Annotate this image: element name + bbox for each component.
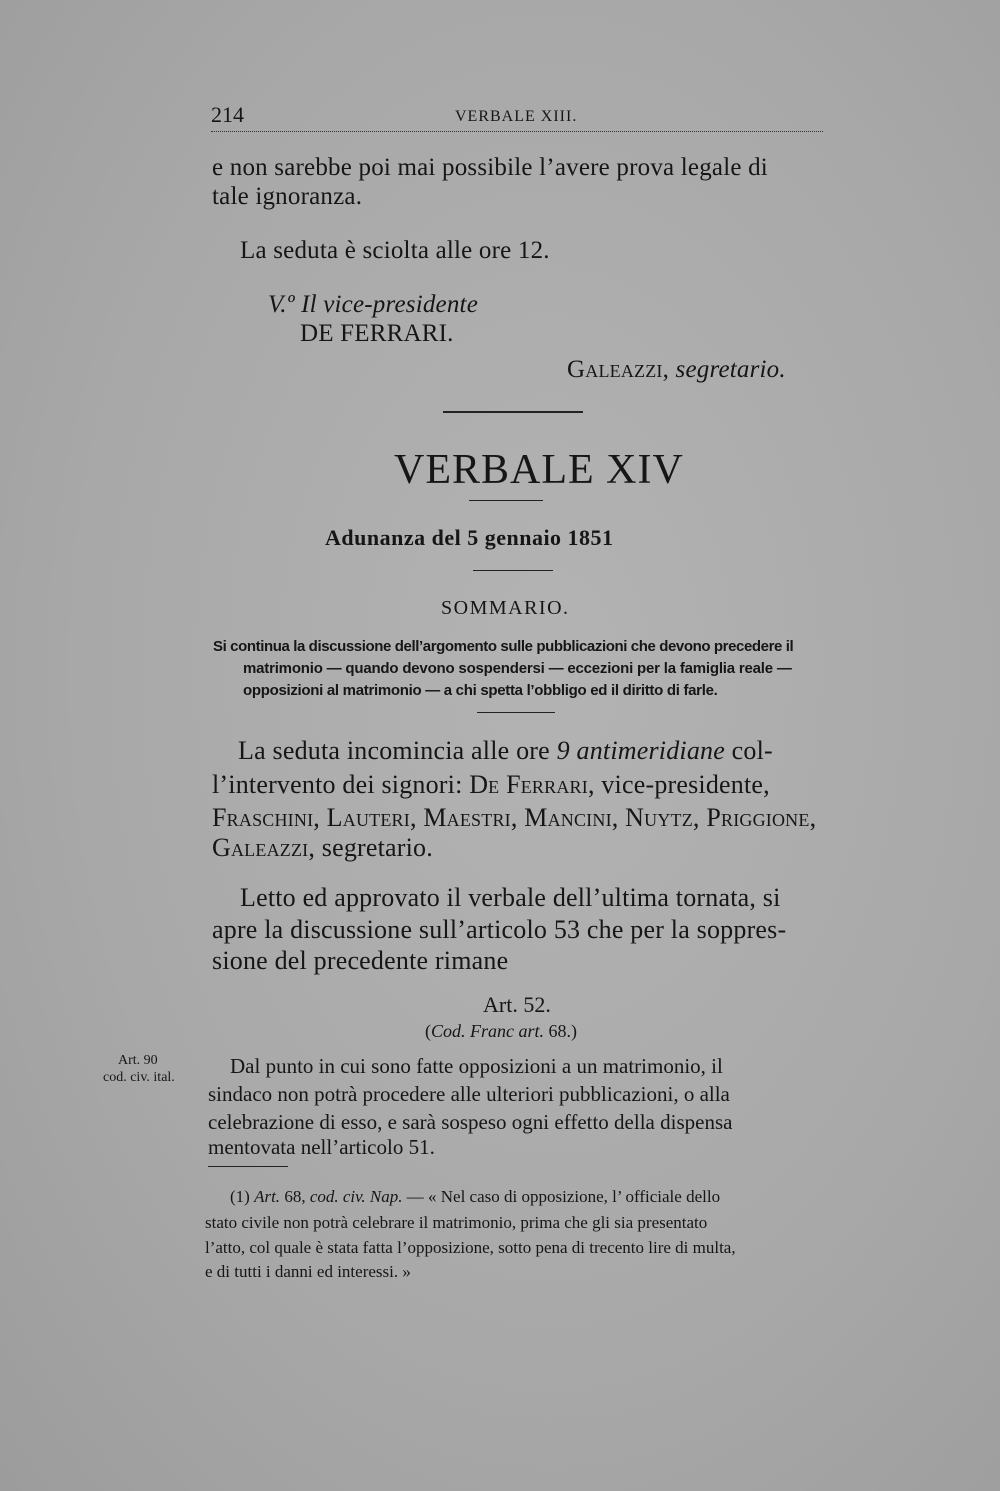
summary-rule xyxy=(477,712,555,713)
secretary-role: segretario. xyxy=(675,356,786,383)
article-heading: Art. 52. xyxy=(483,992,551,1017)
vice-president-role: Il vice-presidente xyxy=(301,291,479,318)
fn-art: Art. xyxy=(254,1187,281,1206)
p1-text: La seduta incomincia alle ore xyxy=(238,736,557,765)
secretary-signature xyxy=(567,356,786,384)
title-rule xyxy=(469,500,543,501)
approval-line xyxy=(268,291,478,319)
running-title: VERBALE XIII. xyxy=(455,108,578,125)
section-title: VERBALE XIV xyxy=(394,447,684,493)
paragraph2-line-1: Letto ed approvato il verbale dell’ultima tornata, si xyxy=(240,883,781,912)
article-reference xyxy=(425,1021,577,1042)
summary-heading: SOMMARIO. xyxy=(441,597,570,619)
summary-line-2: matrimonio — quando devono sospendersi — eccezioni per la famiglia reale — xyxy=(243,660,792,677)
fn-num: 68, xyxy=(280,1187,310,1206)
section-subtitle: Adunanza del 5 gennaio 1851 xyxy=(325,525,614,550)
summary-line-3: opposizioni al matrimonio — a chi spetta l’obbligo ed il diritto di farle. xyxy=(243,682,718,699)
article-line-2: sindaco non potrà procedere alle ulteriori pubblicazioni, o alla xyxy=(208,1082,730,1106)
continuation-line-1: e non sarebbe poi mai possibile l’avere prova legale di xyxy=(212,154,768,181)
p1-text-end: , segretario. xyxy=(308,833,433,862)
p1-name: De Ferrari xyxy=(469,770,588,799)
paragraph1-line-4 xyxy=(212,833,433,863)
session-closed-line: La seduta è sciolta alle ore 12. xyxy=(240,237,550,264)
paragraph1-line-1 xyxy=(238,736,773,766)
ref-code: Cod. Franc art. xyxy=(431,1021,545,1041)
footnote-line-3: l’atto, col quale è stata fatta l’opposizione, sotto pena di trecento lire di multa, xyxy=(205,1238,736,1257)
ref-paren: ( xyxy=(425,1021,431,1041)
p1-text-end: , vice-presidente, xyxy=(587,770,770,799)
article-line-3: celebrazione di esso, e sarà sospeso ogni effetto della dispensa xyxy=(208,1110,733,1134)
fn-number: (1) xyxy=(230,1187,255,1206)
footnote-rule xyxy=(208,1166,288,1167)
page-number: 214 xyxy=(211,102,244,127)
p1-time: 9 antimeridiane xyxy=(556,736,725,765)
paragraph2-line-2: apre la discussione sull’articolo 53 che per la soppres- xyxy=(212,915,787,944)
section-divider xyxy=(443,411,583,413)
margin-note-1: Art. 90 xyxy=(118,1053,158,1068)
paragraph1-line-3: Fraschini, Lauteri, Maestri, Mancini, Nuytz, Priggione, xyxy=(212,803,817,832)
footnote-line-4: e di tutti i danni ed interessi. » xyxy=(205,1262,411,1281)
visto-mark: V.º xyxy=(268,291,295,318)
vice-president-name: DE FERRARI. xyxy=(300,320,454,347)
fn-code: cod. civ. Nap. xyxy=(309,1187,403,1206)
ref-number: 68.) xyxy=(544,1021,578,1041)
p1-text-end: col- xyxy=(724,736,773,765)
fn-quote: — « Nel caso di opposizione, l’ officiale dello xyxy=(402,1187,721,1206)
secretary-name: Galeazzi, xyxy=(567,356,670,383)
subtitle-rule xyxy=(473,570,553,571)
footnote-line-1 xyxy=(230,1187,720,1207)
header-rule xyxy=(211,131,823,132)
p1-name: Galeazzi xyxy=(212,833,309,862)
article-line-1: Dal punto in cui sono fatte opposizioni a un matrimonio, il xyxy=(230,1054,723,1078)
footnote-line-2: stato civile non potrà celebrare il matrimonio, prima che gli sia presentato xyxy=(205,1213,708,1232)
article-line-4: mentovata nell’articolo 51. xyxy=(208,1135,435,1159)
p1-text: l’intervento dei signori: xyxy=(212,770,470,799)
summary-line-1: Si continua la discussione dell’argomento sulle pubblicazioni che devono precedere il xyxy=(213,638,794,655)
paragraph2-line-3: sione del precedente rimane xyxy=(212,946,509,975)
margin-note-2: cod. civ. ital. xyxy=(103,1070,175,1085)
paragraph1-line-2 xyxy=(212,770,770,800)
continuation-line-2: tale ignoranza. xyxy=(212,183,363,210)
